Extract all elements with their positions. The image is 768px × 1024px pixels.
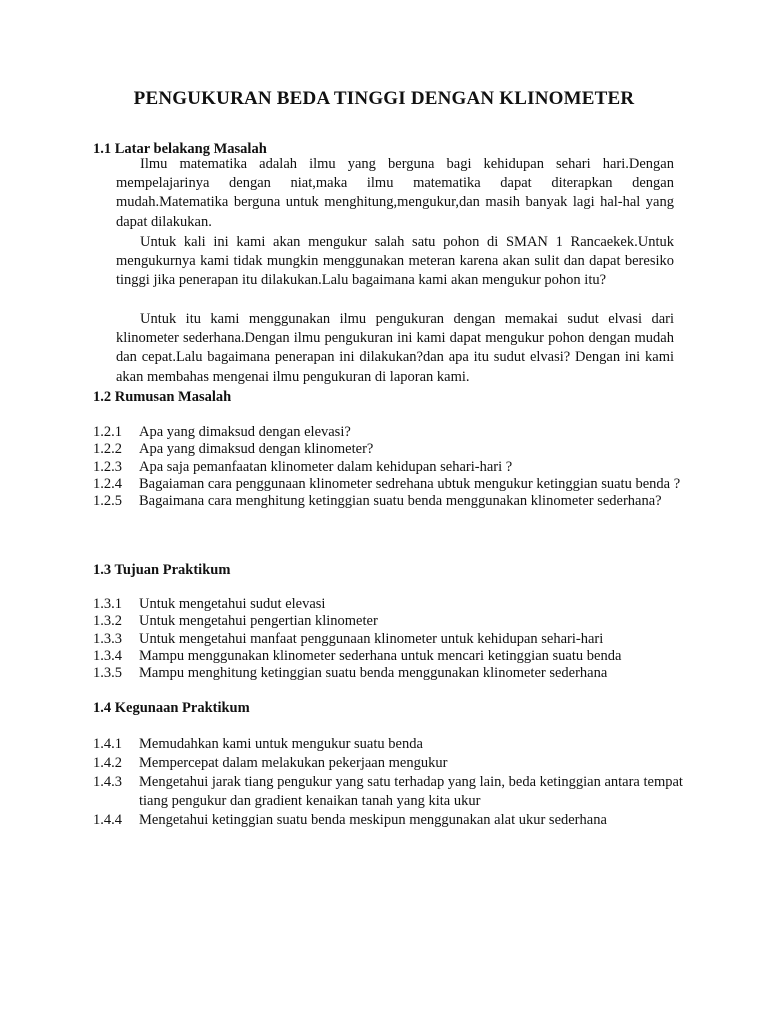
item-text: Mampu menghitung ketinggian suatu benda menggunakan klinometer sederhana	[139, 665, 608, 682]
item-number: 1.3.1	[93, 596, 122, 612]
item-number: 1.2.5	[93, 493, 122, 510]
rumusan-masalah-list	[93, 424, 683, 510]
item-text: Bagaimana cara menghitung ketinggian suatu benda menggunakan klinometer sederhana?	[139, 493, 662, 510]
item-number: 1.2.1	[93, 424, 122, 440]
item-text: Untuk mengetahui manfaat penggunaan klinometer untuk kehidupan sehari-hari	[139, 630, 604, 647]
item-text: Mempercepat dalam melakukan pekerjaan mengukur	[139, 755, 448, 771]
list-item	[93, 613, 683, 630]
item-number: 1.3.4	[93, 647, 122, 664]
list-item	[93, 735, 683, 754]
item-number: 1.2.4	[93, 475, 122, 492]
paragraph-2: Untuk kali ini kami akan mengukur salah satu pohon di SMAN 1 Rancaekek.Untuk mengukurnya kami tidak mungkin menggunakan meteran karena akan sulit dan dapat beresiko tinggi jika penerapan itu dilakukan.Lalu bagaimana kami akan mengukur pohon itu?	[116, 234, 674, 289]
section-heading-kegunaan-praktikum: 1.4 Kegunaan Praktikum	[93, 700, 250, 716]
list-item	[93, 773, 683, 811]
item-text: Mampu menggunakan klinometer sederhana untuk mencari ketinggian suatu benda	[139, 647, 622, 664]
list-item	[93, 441, 683, 458]
item-number: 1.4.3	[93, 774, 122, 790]
list-item	[93, 754, 683, 773]
list-item	[93, 648, 683, 665]
list-item	[93, 493, 683, 510]
item-number: 1.2.2	[93, 441, 122, 458]
item-number: 1.4.2	[93, 755, 122, 771]
section-heading-latar-belakang: 1.1 Latar belakang Masalah	[93, 141, 267, 157]
list-item	[93, 476, 683, 493]
section-heading-rumusan-masalah: 1.2 Rumusan Masalah	[93, 389, 232, 405]
kegunaan-praktikum-list	[93, 735, 683, 830]
item-text: Memudahkan kami untuk mengukur suatu benda	[139, 736, 423, 752]
list-item	[93, 665, 683, 682]
item-number: 1.3.2	[93, 613, 122, 630]
item-number: 1.4.1	[93, 736, 122, 752]
list-item	[93, 459, 683, 476]
list-item	[93, 596, 683, 613]
tujuan-praktikum-list	[93, 596, 683, 682]
item-text: Untuk mengetahui sudut elevasi	[139, 596, 326, 612]
list-item	[93, 424, 683, 441]
paragraph-1: Ilmu matematika adalah ilmu yang berguna bagi kehidupan sehari hari.Dengan mempelajarinya dengan niat,maka ilmu matematika dapat diterapkan dengan mudah.Matematika berguna untuk menghitung,mengukur,dan masih banyak lagi hal-hal yang dapat dilakukan.	[116, 156, 674, 230]
paragraph-3: Untuk itu kami menggunakan ilmu pengukuran dengan memakai sudut elvasi dari klinometer sederhana.Dengan ilmu pengukuran ini kami dapat mengukur pohon dengan mudah dan cepat.Lalu bagaimana penerapan ini dilakukan?dan apa itu sudut elvasi? Dengan ini kami akan membahas mengenai ilmu pengukuran di laporan kami.	[116, 311, 674, 385]
item-text: Mengetahui ketinggian suatu benda meskipun menggunakan alat ukur sederhana	[139, 812, 607, 828]
item-text: Untuk mengetahui pengertian klinometer	[139, 613, 378, 630]
item-text: Apa yang dimaksud dengan klinometer?	[139, 441, 374, 458]
document-title: PENGUKURAN BEDA TINGGI DENGAN KLINOMETER	[133, 88, 635, 109]
list-item	[93, 631, 683, 648]
item-number: 1.2.3	[93, 458, 122, 475]
list-item	[93, 811, 683, 830]
item-text: Bagaiaman cara penggunaan klinometer sedrehana ubtuk mengukur ketinggian suatu benda ?	[139, 475, 681, 492]
item-number: 1.4.4	[93, 812, 122, 828]
item-text: Apa yang dimaksud dengan elevasi?	[139, 424, 351, 440]
section-heading-tujuan-praktikum: 1.3 Tujuan Praktikum	[93, 562, 231, 578]
item-text: Apa saja pemanfaatan klinometer dalam kehidupan sehari-hari ?	[139, 458, 513, 475]
item-text: Mengetahui jarak tiang pengukur yang satu terhadap yang lain, beda ketinggian antara tempat tiang pengukur dan gradient kenaikan tanah yang kita ukur	[139, 774, 683, 809]
item-number: 1.3.5	[93, 665, 122, 682]
item-number: 1.3.3	[93, 630, 122, 647]
